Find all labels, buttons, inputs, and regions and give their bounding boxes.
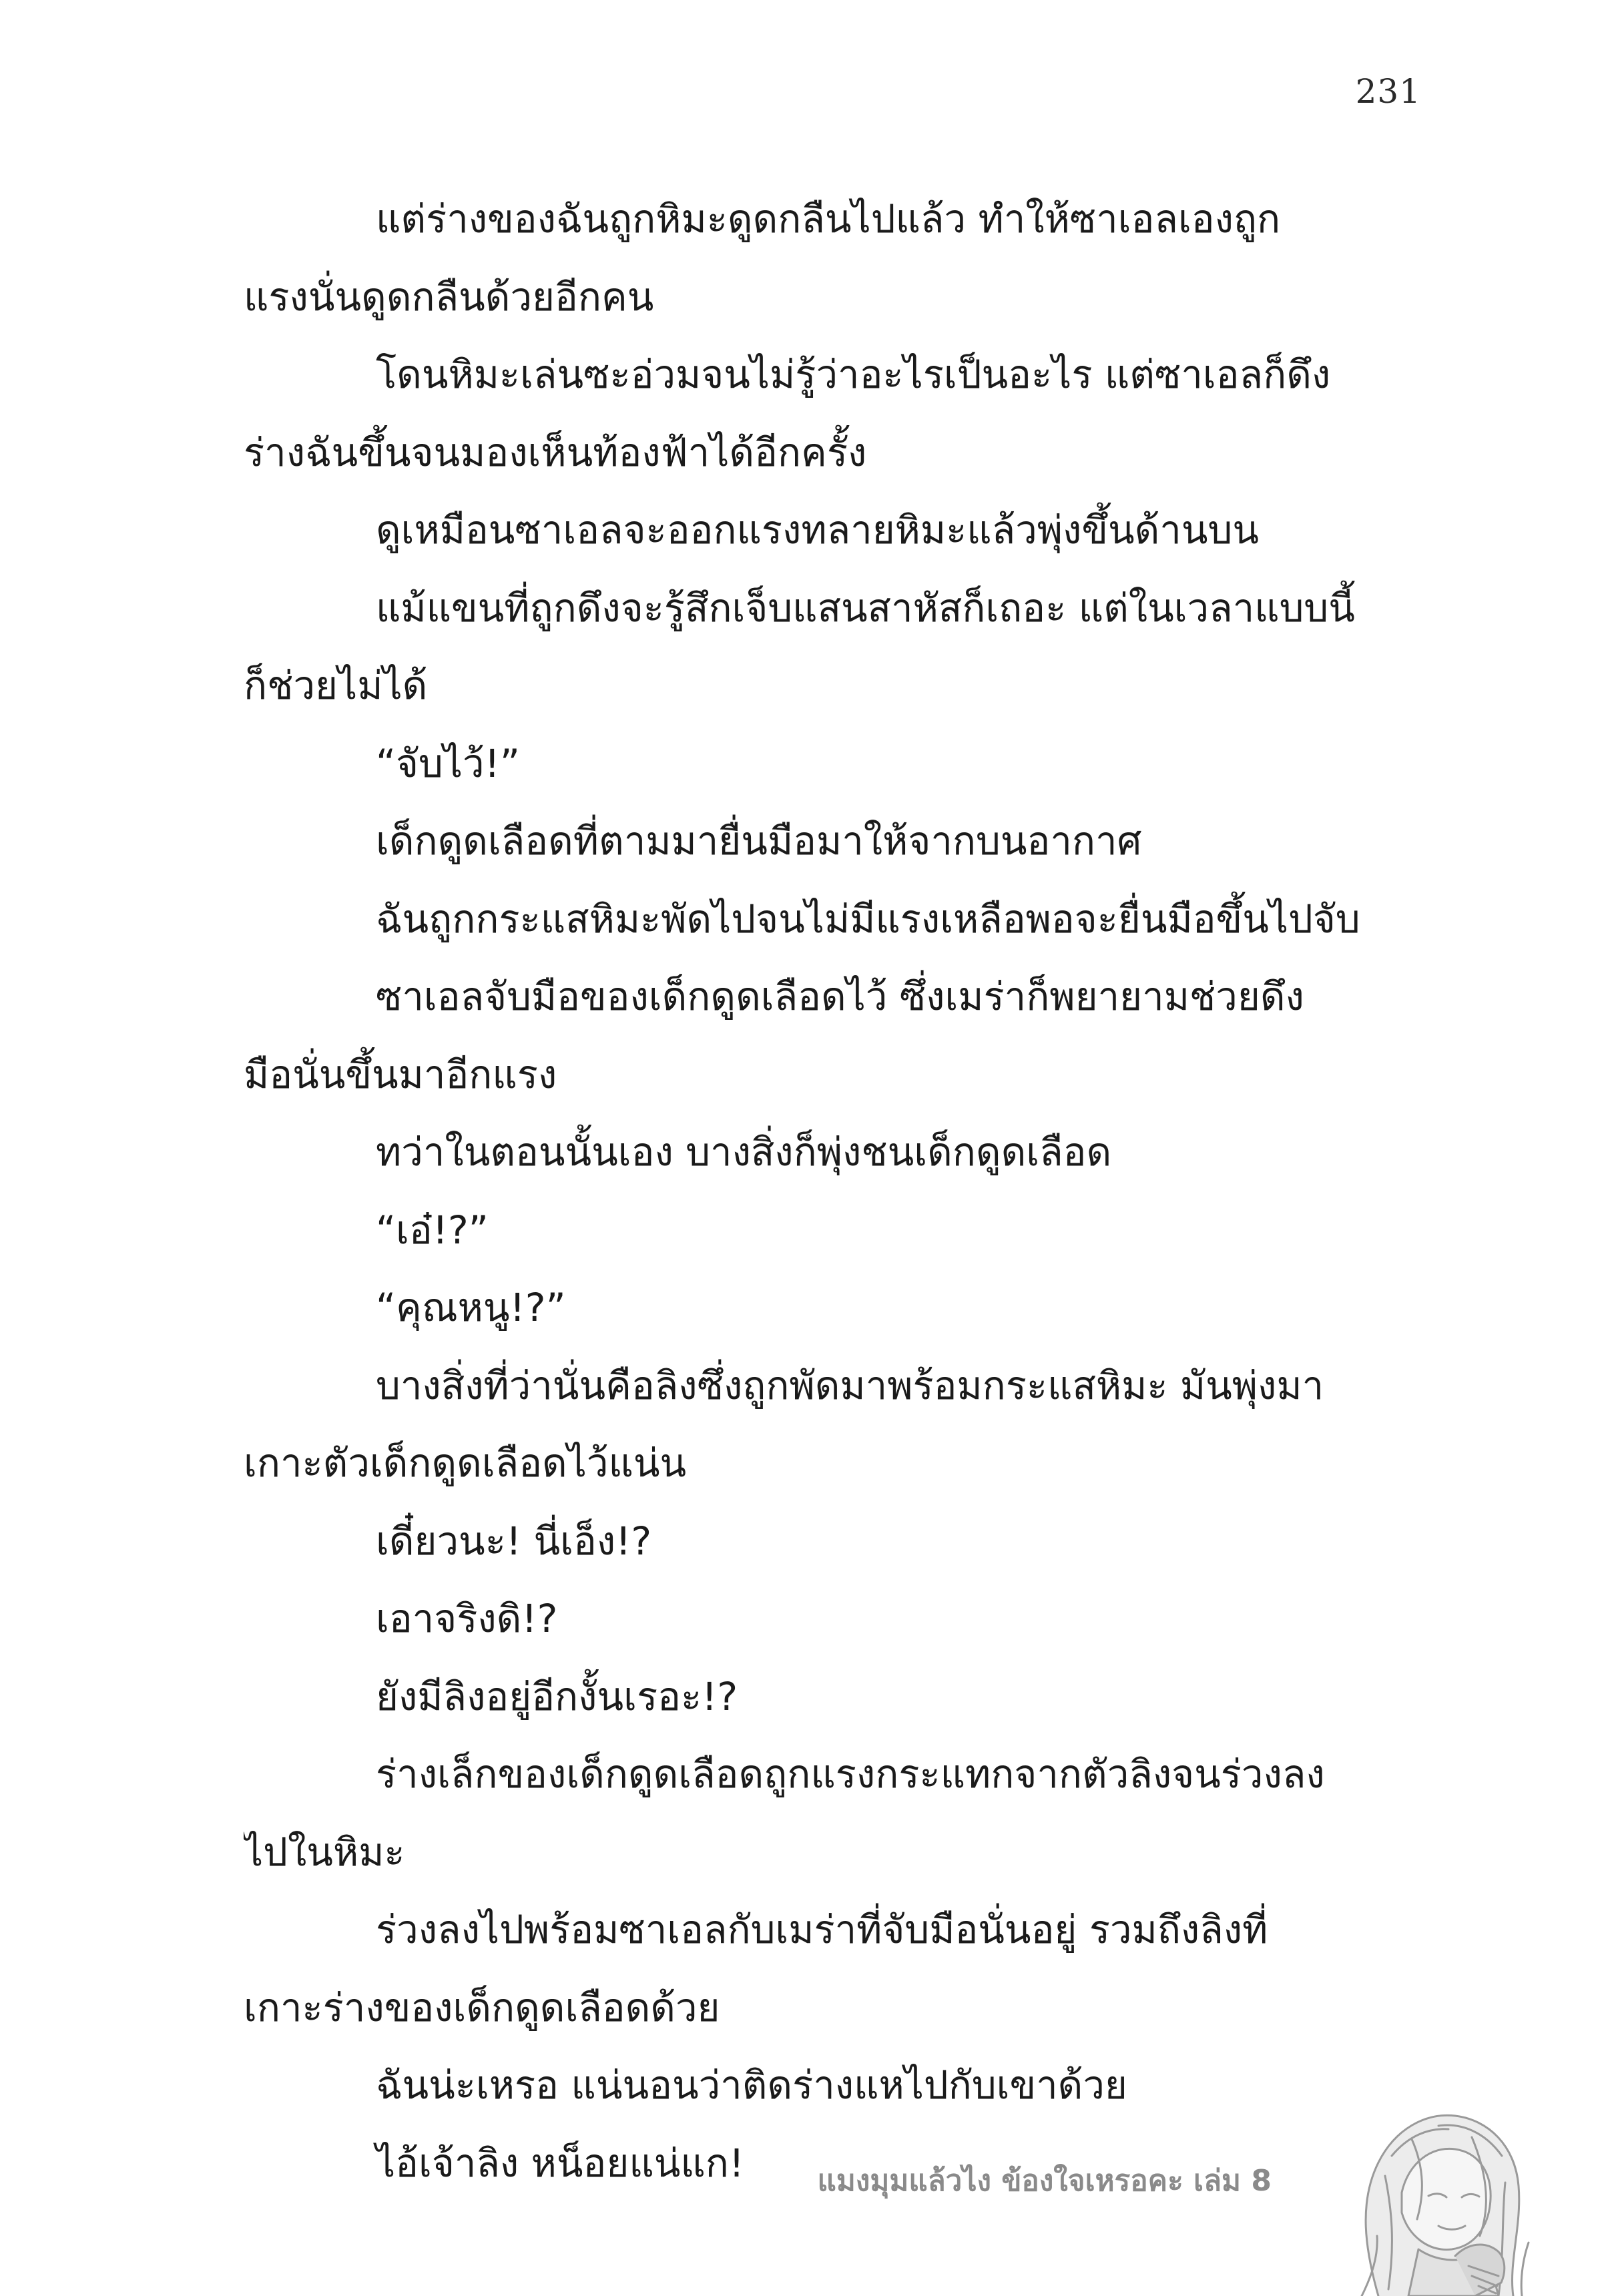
text-line: ร่วงลงไปพร้อมซาเอลกับเมร่าที่จับมือนั่นอยู่ รวมถึงลิงที่ — [376, 1907, 1268, 1952]
text-line: แรงนั่นดูดกลืนด้วยอีกคน — [244, 274, 654, 320]
text-line: ฉันน่ะเหรอ แน่นอนว่าติดร่างแหไปกับเขาด้วย — [376, 2062, 1127, 2108]
text-line: ทว่าในตอนนั้นเอง บางสิ่งก็พุ่งชนเด็กดูดเลือด — [376, 1129, 1112, 1175]
text-line: ร่างเล็กของเด็กดูดเลือดถูกแรงกระแทกจากตัวลิงจนร่วงลง — [376, 1751, 1325, 1797]
text-line: ร่างฉันขึ้นจนมองเห็นท้องฟ้าได้อีกครั้ง — [244, 429, 867, 475]
body-text — [244, 180, 1418, 2202]
text-line: เด็กดูดเลือดที่ตามมายื่นมือมาให้จากบนอากาศ — [376, 818, 1142, 864]
text-line: แม้แขนที่ถูกดึงจะรู้สึกเจ็บแสนสาหัสก็เถอะ แต่ในเวลาแบบนี้ — [376, 585, 1355, 631]
text-line: บางสิ่งที่ว่านั่นคือลิงซึ่งถูกพัดมาพร้อมกระแสหิมะ มันพุ่งมา — [376, 1362, 1324, 1408]
text-line: “คุณหนู!?” — [376, 1285, 566, 1330]
text-line: ไอ้เจ้าลิง หน็อยแน่แก! — [376, 2140, 745, 2186]
text-line: เกาะตัวเด็กดูดเลือดไว้แน่น — [244, 1440, 687, 1486]
text-line: โดนหิมะเล่นซะอ่วมจนไม่รู้ว่าอะไรเป็นอะไร แต่ซาเอลก็ดึง — [376, 352, 1331, 397]
text-line: “เอ๋!?” — [376, 1207, 489, 1253]
running-footer-title: แมงมุมแล้วไง ข้องใจเหรอคะ เล่ม 8 — [817, 2164, 1272, 2198]
page-number: 231 — [1355, 72, 1421, 111]
text-line: ซาเอลจับมือของเด็กดูดเลือดไว้ ซึ่งเมร่าก็พยายามช่วยดึง — [376, 974, 1304, 1019]
text-line: เกาะร่างของเด็กดูดเลือดด้วย — [244, 1984, 720, 2030]
text-line: ก็ช่วยไม่ได้ — [244, 663, 428, 708]
text-line: เอาจริงดิ!? — [376, 1596, 558, 1641]
character-illustration — [1338, 2076, 1539, 2296]
text-line: ฉันถูกกระแสหิมะพัดไปจนไม่มีแรงเหลือพอจะยื่นมือขึ้นไปจับ — [376, 896, 1360, 942]
text-line: มือนั่นขึ้นมาอีกแรง — [244, 1051, 557, 1097]
text-line: แต่ร่างของฉันถูกหิมะดูดกลืนไปแล้ว ทำให้ซาเอลเองถูก — [376, 196, 1281, 242]
text-line: “จับไว้!” — [376, 740, 520, 786]
text-line: ยังมีลิงอยู่อีกงั้นเรอะ!? — [376, 1673, 738, 1719]
text-line: ดูเหมือนซาเอลจะออกแรงทลายหิมะแล้วพุ่งขึ้นด้านบน — [376, 507, 1259, 553]
text-line: ไปในหิมะ — [244, 1829, 405, 1875]
text-line: เดี๋ยวนะ! นี่เอ็ง!? — [376, 1518, 652, 1564]
